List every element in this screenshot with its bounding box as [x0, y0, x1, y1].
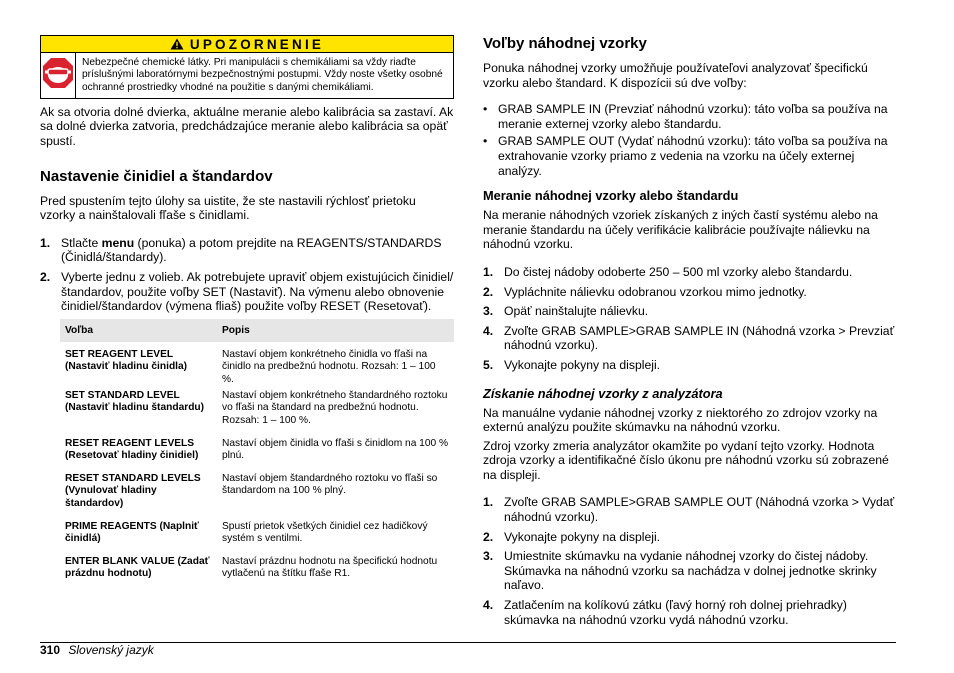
list-item [483, 265, 895, 280]
get-sample-steps [483, 495, 895, 627]
grab-sample-options [483, 102, 895, 178]
list-item: • GRAB SAMPLE OUT (Vydať náhodnú vzorku): táto voľba sa používa na extrahovanie vzorky priamo z vedenia na vzorku na účely externej analýzy. [483, 134, 895, 178]
get-sample-subtitle: Získanie náhodnej vzorky z analyzátora [483, 385, 723, 401]
warning-header [41, 36, 453, 53]
step-text: Opäť nainštalujte nálievku. [504, 304, 649, 319]
step-text: Zatlačením na kolíkovú zátku (ľavý horný roh dolnej priehradky) skúmavka na náhodnú vzorku vydá náhodnú vzorku. [504, 598, 847, 627]
grab-sample-intro: Ponuka náhodnej vzorky umožňuje používateľovi analyzovať špecifickú vzorku alebo štandard. K dispozícii sú dve voľby: [483, 61, 868, 90]
page-number: 310 [40, 643, 61, 657]
list-item: • GRAB SAMPLE IN (Prevziať náhodnú vzorku): táto voľba sa používa na meranie externej vzorky alebo štandardu. [483, 102, 895, 131]
step-number: 1. [483, 264, 494, 279]
table-cell-desc: Spustí prietok všetkých činidiel cez hadičkový systém s ventilmi. [222, 520, 428, 545]
list-item [483, 598, 895, 627]
section-title-grab-sample: Voľby náhodnej vzorky [483, 35, 647, 52]
step-number: 2. [483, 284, 494, 299]
step-text: Vyberte jednu z volieb. Ak potrebujete upraviť objem existujúcich činidiel/štandardov, použite voľby SET (Nastaviť). Na výmenu alebo obnovenie činidiel/štandardov (výmena fliaš) použite voľby RESET (Resetovať). [61, 270, 454, 314]
page-footer [40, 643, 154, 657]
table-row [60, 390, 454, 438]
get-sample-p2: Zdroj vzorky zmeria analyzátor okamžite po vydaní tejto vzorky. Hodnota zdroja vzorky a identifikačné číslo úkonu pre náhodnú vzorku sú zobrazené na displeji. [483, 438, 889, 482]
step-number: 5. [483, 357, 494, 372]
warning-box [40, 35, 454, 99]
list-item [483, 304, 895, 319]
step-number: 2. [40, 270, 51, 285]
step-text: (ponuka) a potom prejdite na REAGENTS/STANDARDS (Činidlá/štandardy). [61, 235, 442, 265]
table-cell-desc: Nastaví objem konkrétneho štandardného roztoku vo fľaši na štandard na predbežnú hodnotu. Rozsah: 1 – 100 %. [222, 389, 448, 426]
list-item [483, 495, 895, 524]
measure-steps [483, 265, 895, 373]
step-text: Vykonajte pokyny na displeji. [504, 529, 661, 544]
measure-subtitle: Meranie náhodnej vzorky alebo štandardu [483, 188, 739, 204]
table-header-row [60, 319, 454, 342]
table-header: Voľba [60, 319, 217, 342]
table-header: Popis [217, 319, 454, 342]
table-cell-option: SET STANDARD LEVEL (Nastaviť hladinu štandardu) [65, 389, 205, 414]
reagents-intro: Pred spustením tejto úlohy sa uistite, že ste nastavili rýchlosť prietoku vzorky a nainštalovali fľaše s činidlami. [40, 193, 416, 223]
list-item [483, 358, 895, 373]
table-cell-desc: Nastaví objem činidla vo fľaši s činidlom na 100 % plnú. [222, 437, 449, 462]
table-cell-desc: Nastaví prázdnu hodnotu na špecifickú hodnotu vytlačenú na štítku fľaše R1. [222, 555, 438, 580]
step-text: Do čistej nádoby odoberte 250 – 500 ml vzorky alebo štandardu. [504, 264, 853, 279]
list-item [483, 324, 895, 353]
step-number: 4. [483, 323, 494, 338]
table-cell-option: SET REAGENT LEVEL (Nastaviť hladinu činidla) [65, 348, 188, 373]
table-cell-option: RESET REAGENT LEVELS (Resetovať hladiny činidiel) [65, 437, 199, 462]
table-cell-option: PRIME REAGENTS (Naplniť činidlá) [65, 520, 199, 545]
warning-icon-cell [41, 53, 76, 98]
step-text: Vykonajte pokyny na displeji. [504, 357, 661, 372]
list-item [40, 270, 454, 314]
safety-goggles-icon [41, 56, 75, 95]
table-row [60, 473, 454, 521]
footer-language: Slovenský jazyk [68, 643, 154, 657]
step-bold-text: menu [101, 235, 135, 250]
list-item [483, 549, 895, 593]
door-paragraph: Ak sa otvoria dolné dvierka, aktuálne meranie alebo kalibrácia sa zastaví. Ak sa dolné dvierka zatvoria, predchádzajúce meranie alebo kalibrácia sa opäť spustí. [40, 104, 454, 149]
step-number: 3. [483, 549, 494, 564]
table-row [60, 556, 454, 581]
step-text: Umiestnite skúmavku na vydanie náhodnej vzorky do čistej nádoby. Skúmavka na náhodnú vzorku sa nachádza v dolnej jednotke skrinky naľavo. [504, 549, 877, 593]
step-number: 4. [483, 598, 494, 613]
reagent-steps [40, 236, 454, 314]
table-cell-option: RESET STANDARD LEVELS (Vynulovať hladiny štandardov) [65, 472, 201, 509]
step-text: Zvoľte GRAB SAMPLE>GRAB SAMPLE OUT (Náhodná vzorka > Vydať náhodnú vzorku). [504, 495, 895, 525]
table-row [60, 342, 454, 390]
step-text: Stlačte [61, 235, 102, 250]
warning-text: Nebezpečné chemické látky. Pri manipulácii s chemikáliami sa vždy riaďte príslušnými laboratórnymi bezpečnostnými postupmi. Vždy noste všetky osobné ochranné prostriedky vhodné na použitie s danými chemikáliami. [82, 57, 443, 93]
list-item [40, 236, 454, 265]
step-text: Zvoľte GRAB SAMPLE>GRAB SAMPLE IN (Náhodná vzorka > Prevziať náhodnú vzorku). [504, 323, 895, 353]
table-row [60, 438, 454, 473]
step-number: 2. [483, 529, 494, 544]
measure-intro: Na meranie náhodných vzoriek získaných z iných častí systému alebo na meranie štandardu na účely verifikácie kalibrácie používajte nálievku na náhodnú vzorku. [483, 208, 878, 252]
table-cell-option: ENTER BLANK VALUE (Zadať prázdnu hodnotu) [65, 555, 210, 580]
list-item [483, 285, 895, 300]
footer-divider [40, 642, 896, 643]
left-column [40, 35, 454, 581]
table-cell-desc: Nastaví objem konkrétneho činidla vo fľaši na činidlo na predbežnú hodnotu. Rozsah: 1 – 100 %. [222, 348, 436, 385]
step-number: 3. [483, 304, 494, 319]
table-row [60, 521, 454, 556]
right-column [483, 35, 895, 627]
warning-triangle-icon [170, 38, 184, 50]
warning-title: UPOZORNENIE [189, 36, 325, 52]
step-text: Vypláchnite nálievku odobranou vzorkou mimo jednotky. [504, 284, 807, 299]
section-title-reagents: Nastavenie činidiel a štandardov [40, 167, 273, 185]
options-table [60, 319, 454, 581]
list-item [483, 530, 895, 545]
table-cell-desc: Nastaví objem štandardného roztoku vo fľaši so štandardom na 100 % plný. [222, 472, 438, 497]
get-sample-p1: Na manuálne vydanie náhodnej vzorky z niektorého zo zdrojov vzorky na externú analýzu použite skúmavku na náhodnú vzorku. [483, 405, 878, 435]
step-number: 1. [40, 235, 51, 250]
step-number: 1. [483, 495, 494, 510]
